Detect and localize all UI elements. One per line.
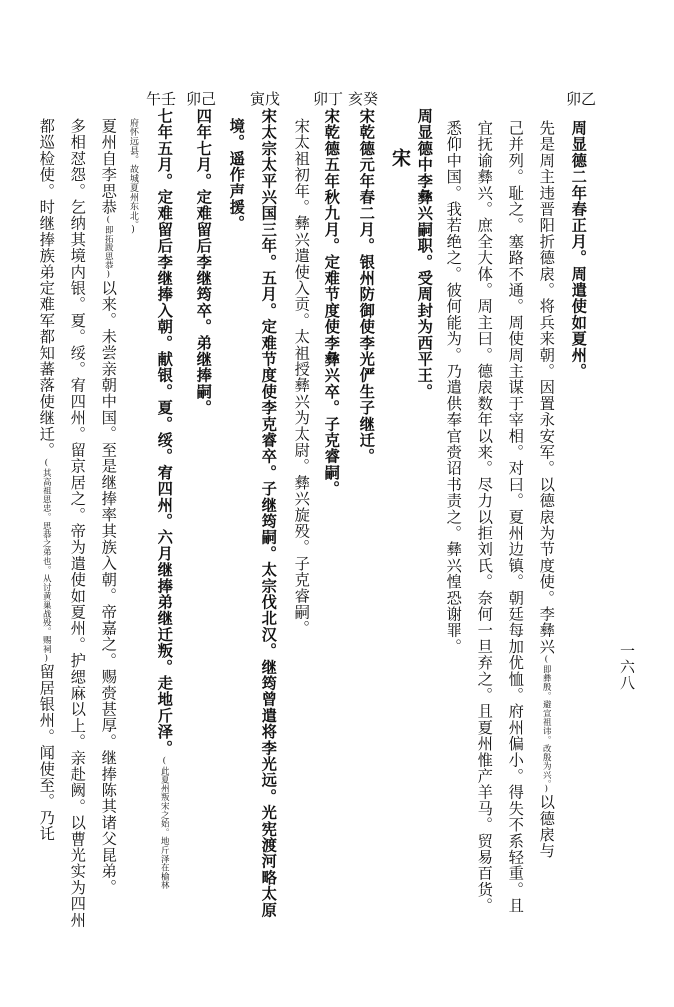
- column-7-text: 宋乾德元年春二月。银州防御使李光俨生子继迁。: [357, 108, 376, 465]
- column-2-text-b: 以德扆与: [537, 794, 556, 859]
- column-6: [415, 108, 434, 400]
- column-15-text-b: 以来。未尝亲朝中国。至是继捧率其族入朝。帝嘉之。赐赍甚厚。继捧陈其诸父昆弟。: [99, 279, 118, 896]
- column-4-text: 宜抚谕彝兴。庶全大体。周主曰。德扆数年以来。尽力以拒刘氏。奈何一旦弃之。且夏州惟产羊马。贸易百货。: [475, 120, 494, 914]
- column-8-text: 宋乾德五年秋九月。定难节度使李彝兴卒。子克睿嗣。: [322, 108, 341, 497]
- column-7: [357, 108, 376, 465]
- column-11: [227, 118, 246, 232]
- column-2-text-a: 先是周主违晋阳折德扆。将兵来朝。因置永安军。以德扆为节度使。李彝兴: [537, 120, 556, 655]
- dynasty-heading: 宋: [389, 148, 411, 167]
- year-label-wuyin: 寅戊: [250, 90, 281, 108]
- year-label-dingmao: 卯丁: [313, 90, 344, 108]
- column-1: [569, 120, 588, 380]
- column-17-note: (其高祖思忠。思恭之弟也。从讨黄巢战殁。赐祠): [41, 458, 52, 664]
- column-1-text: 周显德二年春正月。周遣使如夏州。: [569, 120, 588, 380]
- page-number: 一六八: [618, 643, 636, 691]
- column-17: [37, 118, 56, 842]
- column-10-text: 宋太宗太平兴国三年。五月。定难节度使李克睿卒。子继筠嗣。太宗伐北汉。继筠曾遣将李光远。光宪渡河略太原: [259, 108, 278, 918]
- column-12: [194, 108, 213, 416]
- year-label-guihai: 亥癸: [348, 90, 379, 108]
- column-5-text: 悉仰中国。我若绝之。彼何能为。乃遣供奉官赍诏书责之。彝兴惶恐谢罪。: [444, 120, 463, 655]
- column-3: [506, 120, 525, 914]
- column-13-note: (此夏州叛宋之始。地斤泽在榆林: [159, 756, 170, 890]
- column-3-text: 己并列。耻之。塞路不通。周使周主谋于宰相。对曰。夏州边镇。朝廷每加优恤。府州偏小。得失不系轻重。且: [506, 120, 525, 914]
- column-12-text: 四年七月。定难留后李继筠卒。弟继捧嗣。: [194, 108, 213, 416]
- column-16: [68, 118, 87, 928]
- column-11-text: 境。遥作声援。: [227, 118, 246, 232]
- column-6-text: 周显德中李彝兴嗣职。受周封为西平王。: [415, 108, 434, 400]
- column-10: [259, 108, 278, 918]
- column-15-text-a: 夏州自李思恭: [99, 118, 118, 216]
- column-15: [99, 118, 118, 896]
- year-label-yichou: 卯乙: [566, 90, 597, 108]
- column-14-text: 府怀远县。故城夏州东北。): [128, 118, 138, 236]
- year-label-renwu: 午壬: [146, 90, 177, 108]
- column-17-text-a: 都巡检使。时继捧族弟定难军都知蕃落使继迁。: [37, 118, 56, 459]
- column-4: [475, 120, 494, 914]
- column-13-text: 七年五月。定难留后李继捧入朝。献银。夏。绥。宥四州。六月继捧弟继迁叛。走地斤泽。: [155, 108, 174, 756]
- column-16-text: 多相怼怨。乞纳其境内银。夏。绥。宥四州。留京居之。帝为遣使如夏州。护缌麻以上。亲赴阙。以曹光实为四州: [68, 118, 87, 928]
- column-9-text: 宋太祖初年。彝兴遣使入贡。太祖授彝兴为太尉。彝兴旋殁。子克睿嗣。: [292, 118, 311, 637]
- column-9: [292, 118, 311, 637]
- column-2-note: (即彝殷。避宣祖讳。改殷为兴。): [541, 654, 552, 795]
- column-5: [444, 120, 463, 655]
- column-15-note: (即拓跋思恭): [103, 215, 114, 280]
- column-14: [128, 118, 137, 235]
- column-2: [537, 120, 556, 859]
- column-13: [155, 108, 174, 890]
- column-8: [322, 108, 341, 497]
- column-17-text-b: 留居银州。闻使至。乃讬: [37, 663, 56, 842]
- year-label-jimao: 卯己: [186, 90, 217, 108]
